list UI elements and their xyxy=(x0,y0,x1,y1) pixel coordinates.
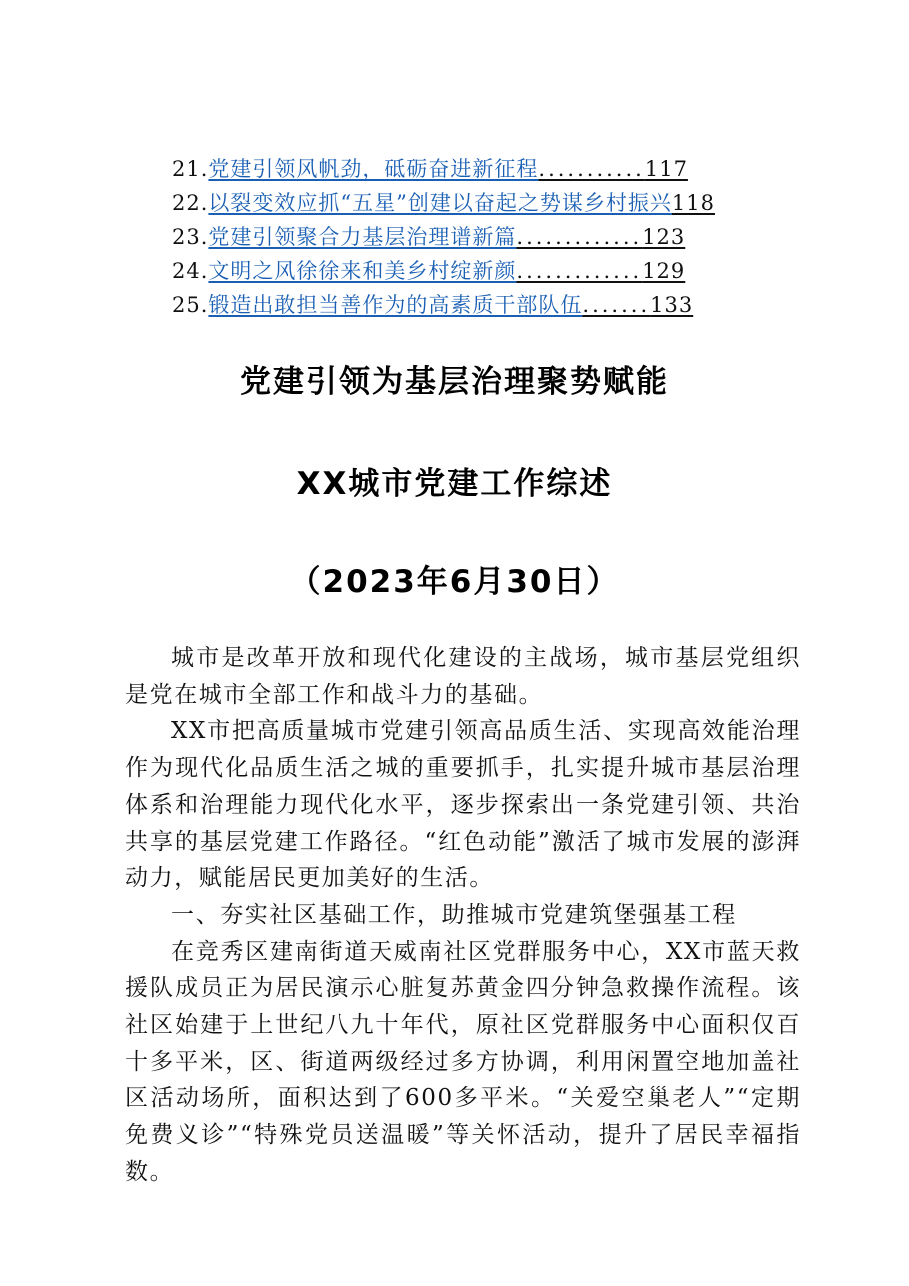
toc-page-number: 123 xyxy=(642,225,686,249)
toc-link[interactable]: 文明之风徐徐来和美乡村绽新颜 xyxy=(208,259,517,283)
toc-page-number: 129 xyxy=(642,259,686,283)
toc-leader-dots: ............. xyxy=(516,225,643,249)
toc-number: 22. xyxy=(172,191,209,215)
paragraph: 城市是改革开放和现代化建设的主战场，城市基层党组织是党在城市全部工作和战斗力的基础。 xyxy=(125,645,801,708)
toc-link[interactable]: 以裂变效应抓“五星”创建以奋起之势谋乡村振兴 xyxy=(208,191,672,215)
toc-number: 25. xyxy=(172,293,209,317)
toc-item-24[interactable] xyxy=(172,254,792,288)
toc-item-25[interactable] xyxy=(172,288,792,322)
toc-page-number: 133 xyxy=(650,293,694,317)
toc-link[interactable]: 党建引领聚合力基层治理谱新篇 xyxy=(208,225,517,249)
toc-number: 21. xyxy=(172,157,209,181)
toc-link[interactable]: 锻造出敢担当善作为的高素质干部队伍 xyxy=(208,293,583,317)
toc-item-22[interactable] xyxy=(172,186,792,220)
toc-leader-dots: ........... xyxy=(538,157,645,181)
section-heading: 一、夯实社区基础工作，助推城市党建筑堡强基工程 xyxy=(171,901,737,928)
toc-page-number: 118 xyxy=(671,191,715,215)
document-subtitle: XX城市党建工作综述 xyxy=(296,466,613,502)
document-title: 党建引领为基层治理聚势赋能 xyxy=(240,364,669,400)
toc-link[interactable]: 党建引领风帆劲，砥砺奋进新征程 xyxy=(208,157,539,181)
document-date: （2023年6月30日） xyxy=(289,564,620,600)
toc-leader-dots: ............. xyxy=(516,259,643,283)
toc-leader-dots: ....... xyxy=(582,293,651,317)
toc-number: 24. xyxy=(172,259,209,283)
toc-item-21[interactable] xyxy=(172,152,792,186)
paragraph: 在竞秀区建南街道天威南社区党群服务中心，XX市蓝天救援队成员正为居民演示心脏复苏黄金四分钟急救操作流程。该社区始建于上世纪八九十年代，原社区党群服务中心面积仅百十多平米，区、街道两级经过多方协调，利用闲置空地加盖社区活动场所，面积达到了600多平米。“关爱空巢老人”“定期免费义诊”“特殊党员送温暖”等关怀活动，提升了居民幸福指数。 xyxy=(125,938,801,1185)
document-body xyxy=(125,640,801,1191)
toc-item-23[interactable] xyxy=(172,220,792,254)
toc-page-number: 117 xyxy=(644,157,688,181)
table-of-contents xyxy=(172,152,792,322)
toc-number: 23. xyxy=(172,225,209,249)
paragraph: XX市把高质量城市党建引领高品质生活、实现高效能治理作为现代化品质生活之城的重要抓手，扎实提升城市基层治理体系和治理能力现代化水平，逐步探索出一条党建引领、共治共享的基层党建工作路径。“红色动能”激活了城市发展的澎湃动力，赋能居民更加美好的生活。 xyxy=(125,718,801,892)
